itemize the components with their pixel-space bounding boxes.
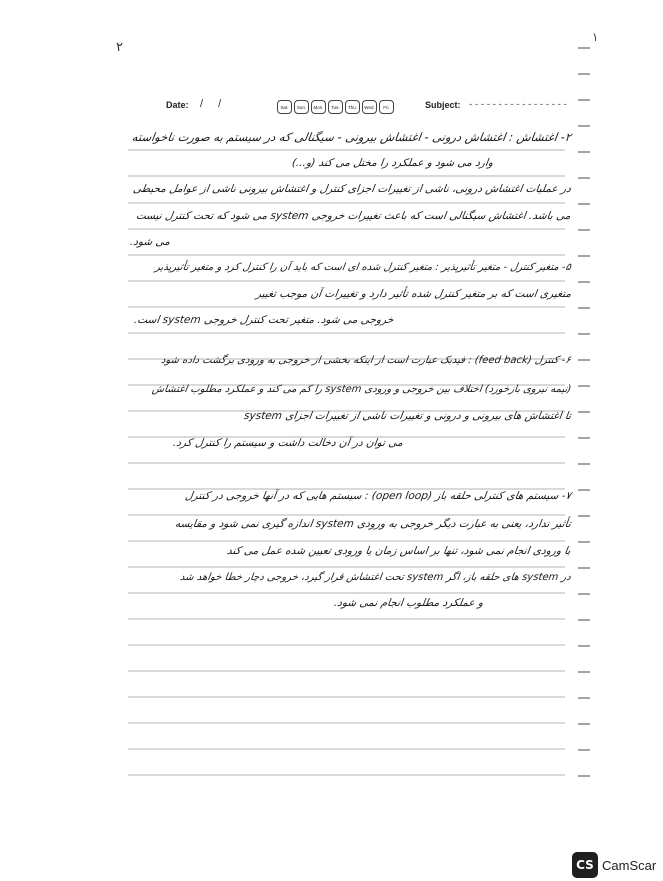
handwritten-line: تا اغتشاش های بیرونی و درونی و تغییرات ناشی از تغییرات اجزای system	[243, 410, 572, 422]
handwritten-line: می توان در آن دخالت داشت و سیستم را کنترل کرد.	[172, 437, 404, 449]
date-label: Date:	[166, 100, 189, 110]
date-field: / /	[200, 98, 228, 110]
handwritten-line: و عملکرد مطلوب انجام نمی شود.	[332, 597, 484, 609]
page-number-mark: ۲	[116, 40, 123, 55]
handwritten-line: ۵- متغیر کنترل - متغیر تأثیرپذیر : متغیر کنترل شده ای است که باید آن را کنترل کرد و متغیر تأثیرپذیر	[154, 262, 572, 273]
handwritten-line: (نیمه نیروی بازخورد) اختلاف بین خروجی و ورودی system را کم می کند و عملکرد مطلوب اغتشاش	[151, 384, 572, 395]
handwritten-line: در system های حلقه باز، اگر system تحت اغتشاش قرار گیرد، خروجی دچار خطا خواهد شد	[179, 572, 572, 583]
handwritten-line: متغیری است که بر متغیر کنترل شده تأثیر دارد و تغییرات آن موجب تغییر	[255, 288, 572, 300]
weekday-mon: Mon.	[311, 100, 326, 114]
margin-ticks	[578, 48, 590, 776]
handwritten-line: وارد می شود و عملکرد را مختل می کند (و...)	[291, 157, 494, 169]
weekday-sun: Sun.	[294, 100, 309, 114]
handwritten-line: ۶- کنترل (feed back) : فیدبک عبارت است از اینکه بخشی از خروجی به ورودی برگشت داده شود	[160, 355, 572, 366]
camscanner-watermark	[572, 852, 663, 878]
page-header	[160, 98, 580, 118]
weekday-boxes	[277, 100, 394, 114]
handwritten-line: تأثیر ندارد، یعنی به عبارت دیگر خروجی به ورودی system اندازه گیری نمی شود و مقایسه	[174, 518, 572, 530]
camscanner-label: CamScar	[602, 857, 657, 873]
subject-label: Subject:	[425, 100, 461, 110]
camscanner-logo-icon: CS	[572, 852, 598, 878]
corner-mark: ۱	[592, 30, 599, 44]
handwritten-line: ۲- اغتشاش : اغتشاش درونی - اغتشاش بیرونی - سیگنالی که در سیستم به صورت ناخواسته	[130, 130, 572, 144]
weekday-fri: Fri.	[379, 100, 394, 114]
handwritten-line: خروجی می شود. متغیر تحت کنترل خروجی system است.	[132, 314, 394, 326]
subject-field: -----------------	[468, 100, 569, 110]
handwritten-line: ۷- سیستم های کنترلی حلقه باز (open loop) : سیستم هایی که در آنها خروجی در کنترل	[184, 490, 572, 502]
weekday-thu: Thu.	[345, 100, 360, 114]
handwritten-line: می شود.	[129, 236, 171, 248]
weekday-sat: Sat.	[277, 100, 292, 114]
weekday-tue: Tue.	[328, 100, 343, 114]
handwritten-line: با ورودی انجام نمی شود، تنها بر اساس زمان یا ورودی تعیین شده عمل می کند	[226, 545, 572, 557]
handwritten-line: می باشد. اغتشاش سیگنالی است که باعث تغییرات خروجی system می شود که تحت کنترل نیست	[135, 210, 572, 222]
handwritten-line: در عملیات اغتشاش درونی، ناشی از تغییرات اجزای کنترل و اغتشاش بیرونی ناشی از عوامل محیطی	[132, 183, 572, 195]
weekday-wed: Wed.	[362, 100, 377, 114]
